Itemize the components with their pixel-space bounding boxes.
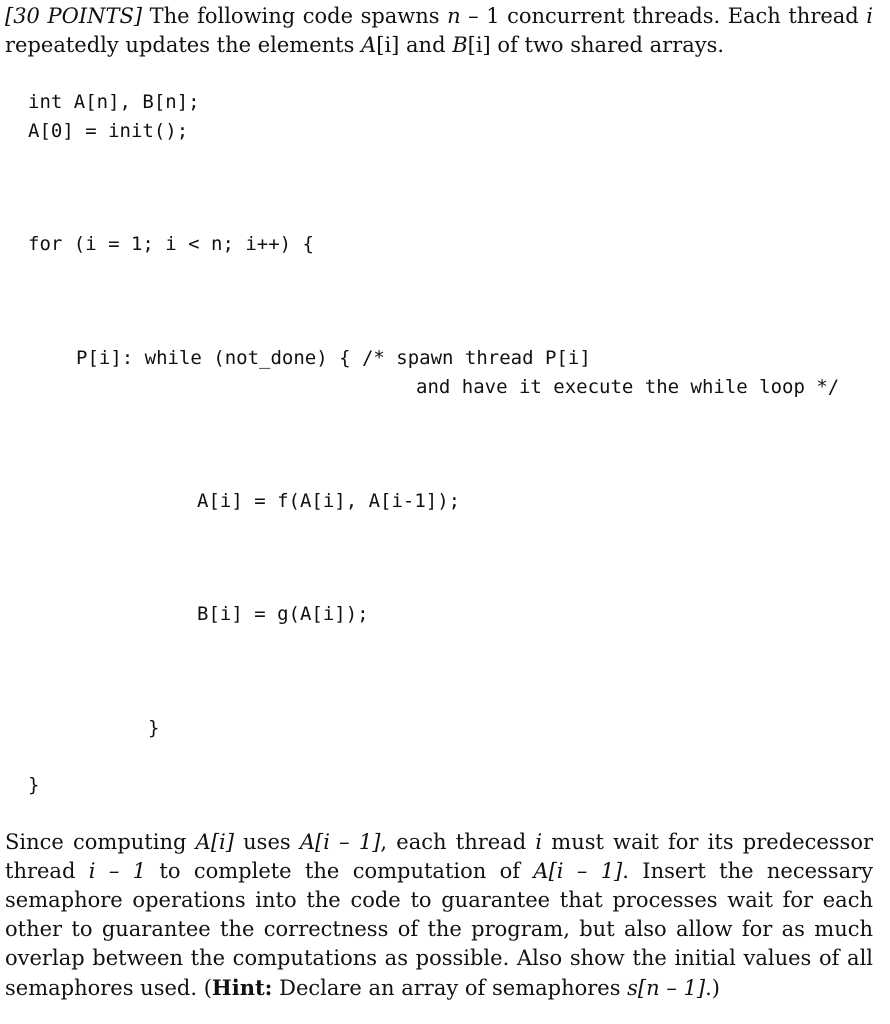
outro-text-3: , each thread — [380, 830, 536, 854]
code-line-decl: int A[n], B[n]; — [28, 91, 200, 113]
intro-text-4: and — [399, 33, 453, 57]
hint-label: Hint: — [211, 975, 273, 1000]
outro-text-8: .) — [705, 976, 720, 1000]
math-semaphore-array: s[n – 1] — [627, 976, 706, 1000]
code-line-for: for (i = 1; i < n; i++) { — [28, 233, 314, 255]
problem-instructions — [5, 828, 873, 1003]
outro-text-1: Since computing — [5, 830, 196, 854]
math-a-i-minus-1-second: A[i – 1] — [533, 859, 623, 883]
intro-text-2: – 1 concurrent threads. Each thread — [460, 4, 867, 28]
math-a: A — [361, 33, 377, 57]
outro-text-6: . Insert the necessary semaphore operations into the code to guarantee that processes wait for each other to guarantee the correctness of the program, but also allow for as much overlap between the computations as possible. Also show the initial values of all semaphores used. ( — [5, 859, 873, 1000]
code-line-b-update: B[i] = g(A[i]); — [197, 603, 369, 625]
code-line-spawn-comment: and have it execute the while loop */ — [416, 376, 840, 398]
math-b: B — [452, 33, 468, 57]
code-line-a-update: A[i] = f(A[i], A[i-1]); — [197, 490, 461, 512]
intro-text-3: repeatedly updates the elements — [5, 33, 362, 57]
intro-text-1: The following code spawns — [142, 4, 448, 28]
code-line-init: A[0] = init(); — [28, 120, 189, 142]
math-a-index: [i] — [376, 33, 400, 57]
math-a-i-minus-1: A[i – 1] — [299, 830, 381, 854]
math-n: n — [447, 4, 461, 28]
math-i: i — [535, 830, 543, 854]
problem-intro — [5, 2, 873, 60]
points-label: [30 POINTS] — [5, 4, 143, 28]
code-line-spawn: P[i]: while (not_done) { /* spawn thread P[i] — [76, 347, 591, 369]
math-i: i — [866, 4, 874, 28]
code-close-while: } — [148, 717, 160, 739]
outro-text-2: uses — [233, 830, 300, 854]
math-b-index: [i] — [467, 33, 491, 57]
outro-text-7: Declare an array of semaphores — [272, 976, 628, 1000]
math-i-minus-1: i – 1 — [88, 859, 147, 883]
outro-text-5: to complete the computation of — [146, 859, 534, 883]
code-close-for: } — [28, 774, 40, 796]
intro-text-5: of two shared arrays. — [490, 33, 725, 57]
math-a-i: A[i] — [195, 830, 234, 854]
outro-text-4: must wait for its predecessor thread — [5, 830, 874, 883]
